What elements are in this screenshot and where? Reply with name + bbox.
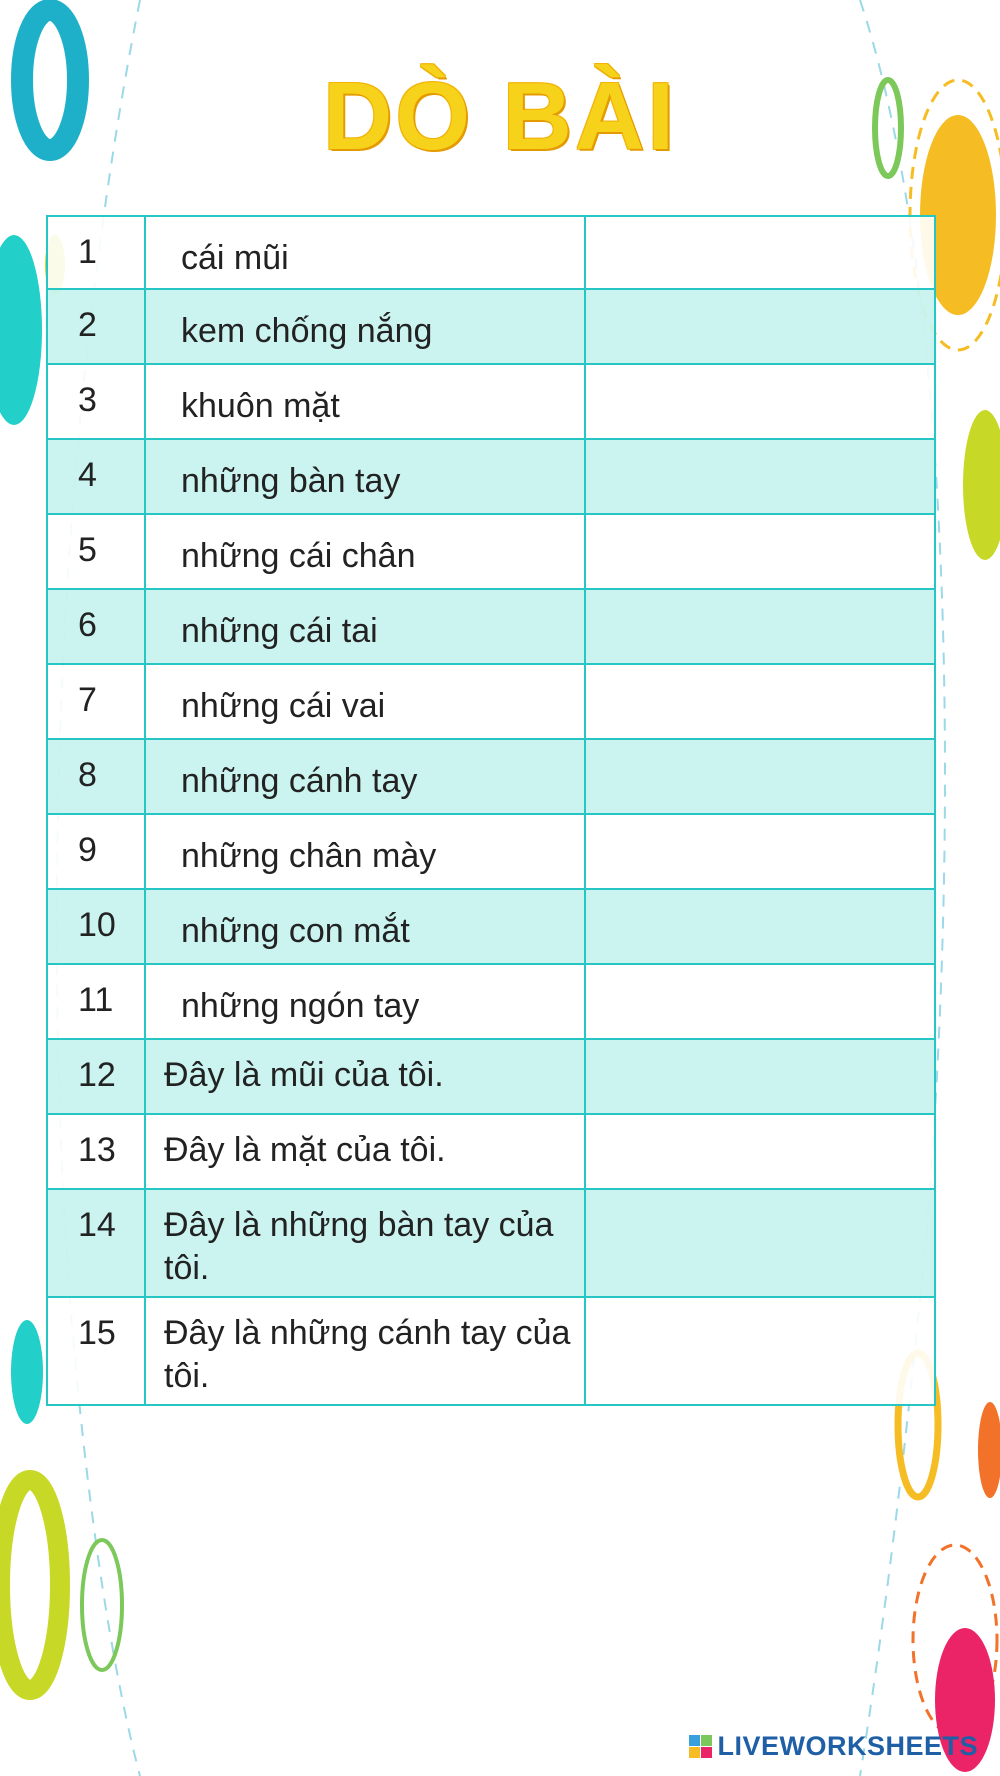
word-text: những ngón tay <box>145 964 585 1039</box>
table-row <box>47 514 935 589</box>
answer-box[interactable] <box>585 1039 935 1114</box>
answer-box[interactable] <box>585 289 935 364</box>
word-text: kem chống nắng <box>145 289 585 364</box>
brand-text: LIVEWORKSHEETS <box>717 1731 978 1761</box>
table-row <box>47 889 935 964</box>
table-row <box>47 814 935 889</box>
sentence-text: Đây là những cánh tay của tôi. <box>145 1297 585 1405</box>
table-row <box>47 1297 935 1405</box>
table-row <box>47 216 935 289</box>
row-number: 8 <box>47 739 145 814</box>
row-number: 13 <box>47 1114 145 1189</box>
answer-box[interactable] <box>585 364 935 439</box>
word-text: những chân mày <box>145 814 585 889</box>
row-number: 1 <box>47 216 145 289</box>
answer-box[interactable] <box>585 1189 935 1297</box>
answer-box[interactable] <box>585 216 935 289</box>
row-number: 2 <box>47 289 145 364</box>
answer-box[interactable] <box>585 964 935 1039</box>
row-number: 12 <box>47 1039 145 1114</box>
table-row <box>47 364 935 439</box>
table-row <box>47 1114 935 1189</box>
word-text: những cánh tay <box>145 739 585 814</box>
table-row <box>47 1189 935 1297</box>
answer-box[interactable] <box>585 889 935 964</box>
row-number: 5 <box>47 514 145 589</box>
answer-box[interactable] <box>585 439 935 514</box>
sentence-text: Đây là mũi của tôi. <box>145 1039 585 1114</box>
dictation-table <box>46 215 936 1406</box>
row-number: 3 <box>47 364 145 439</box>
word-text: những con mắt <box>145 889 585 964</box>
sentence-text: Đây là những bàn tay của tôi. <box>145 1189 585 1297</box>
table-row <box>47 439 935 514</box>
word-text: những cái tai <box>145 589 585 664</box>
row-number: 9 <box>47 814 145 889</box>
page-title: DÒ BÀI <box>323 63 677 170</box>
row-number: 6 <box>47 589 145 664</box>
table-row <box>47 664 935 739</box>
liveworksheets-brand <box>689 1731 978 1762</box>
word-text: cái mũi <box>145 216 585 289</box>
row-number: 11 <box>47 964 145 1039</box>
answer-box[interactable] <box>585 1114 935 1189</box>
row-number: 7 <box>47 664 145 739</box>
table-row <box>47 964 935 1039</box>
answer-box[interactable] <box>585 589 935 664</box>
table-row <box>47 1039 935 1114</box>
table-row <box>47 739 935 814</box>
table-row <box>47 589 935 664</box>
answer-box[interactable] <box>585 514 935 589</box>
liveworksheets-logo-icon <box>689 1735 713 1759</box>
sentence-text: Đây là mặt của tôi. <box>145 1114 585 1189</box>
row-number: 4 <box>47 439 145 514</box>
row-number: 14 <box>47 1189 145 1297</box>
answer-box[interactable] <box>585 739 935 814</box>
row-number: 15 <box>47 1297 145 1405</box>
word-text: những cái chân <box>145 514 585 589</box>
answer-box[interactable] <box>585 814 935 889</box>
answer-box[interactable] <box>585 664 935 739</box>
word-text: những cái vai <box>145 664 585 739</box>
word-text: những bàn tay <box>145 439 585 514</box>
answer-box[interactable] <box>585 1297 935 1405</box>
word-text: khuôn mặt <box>145 364 585 439</box>
table-row <box>47 289 935 364</box>
row-number: 10 <box>47 889 145 964</box>
